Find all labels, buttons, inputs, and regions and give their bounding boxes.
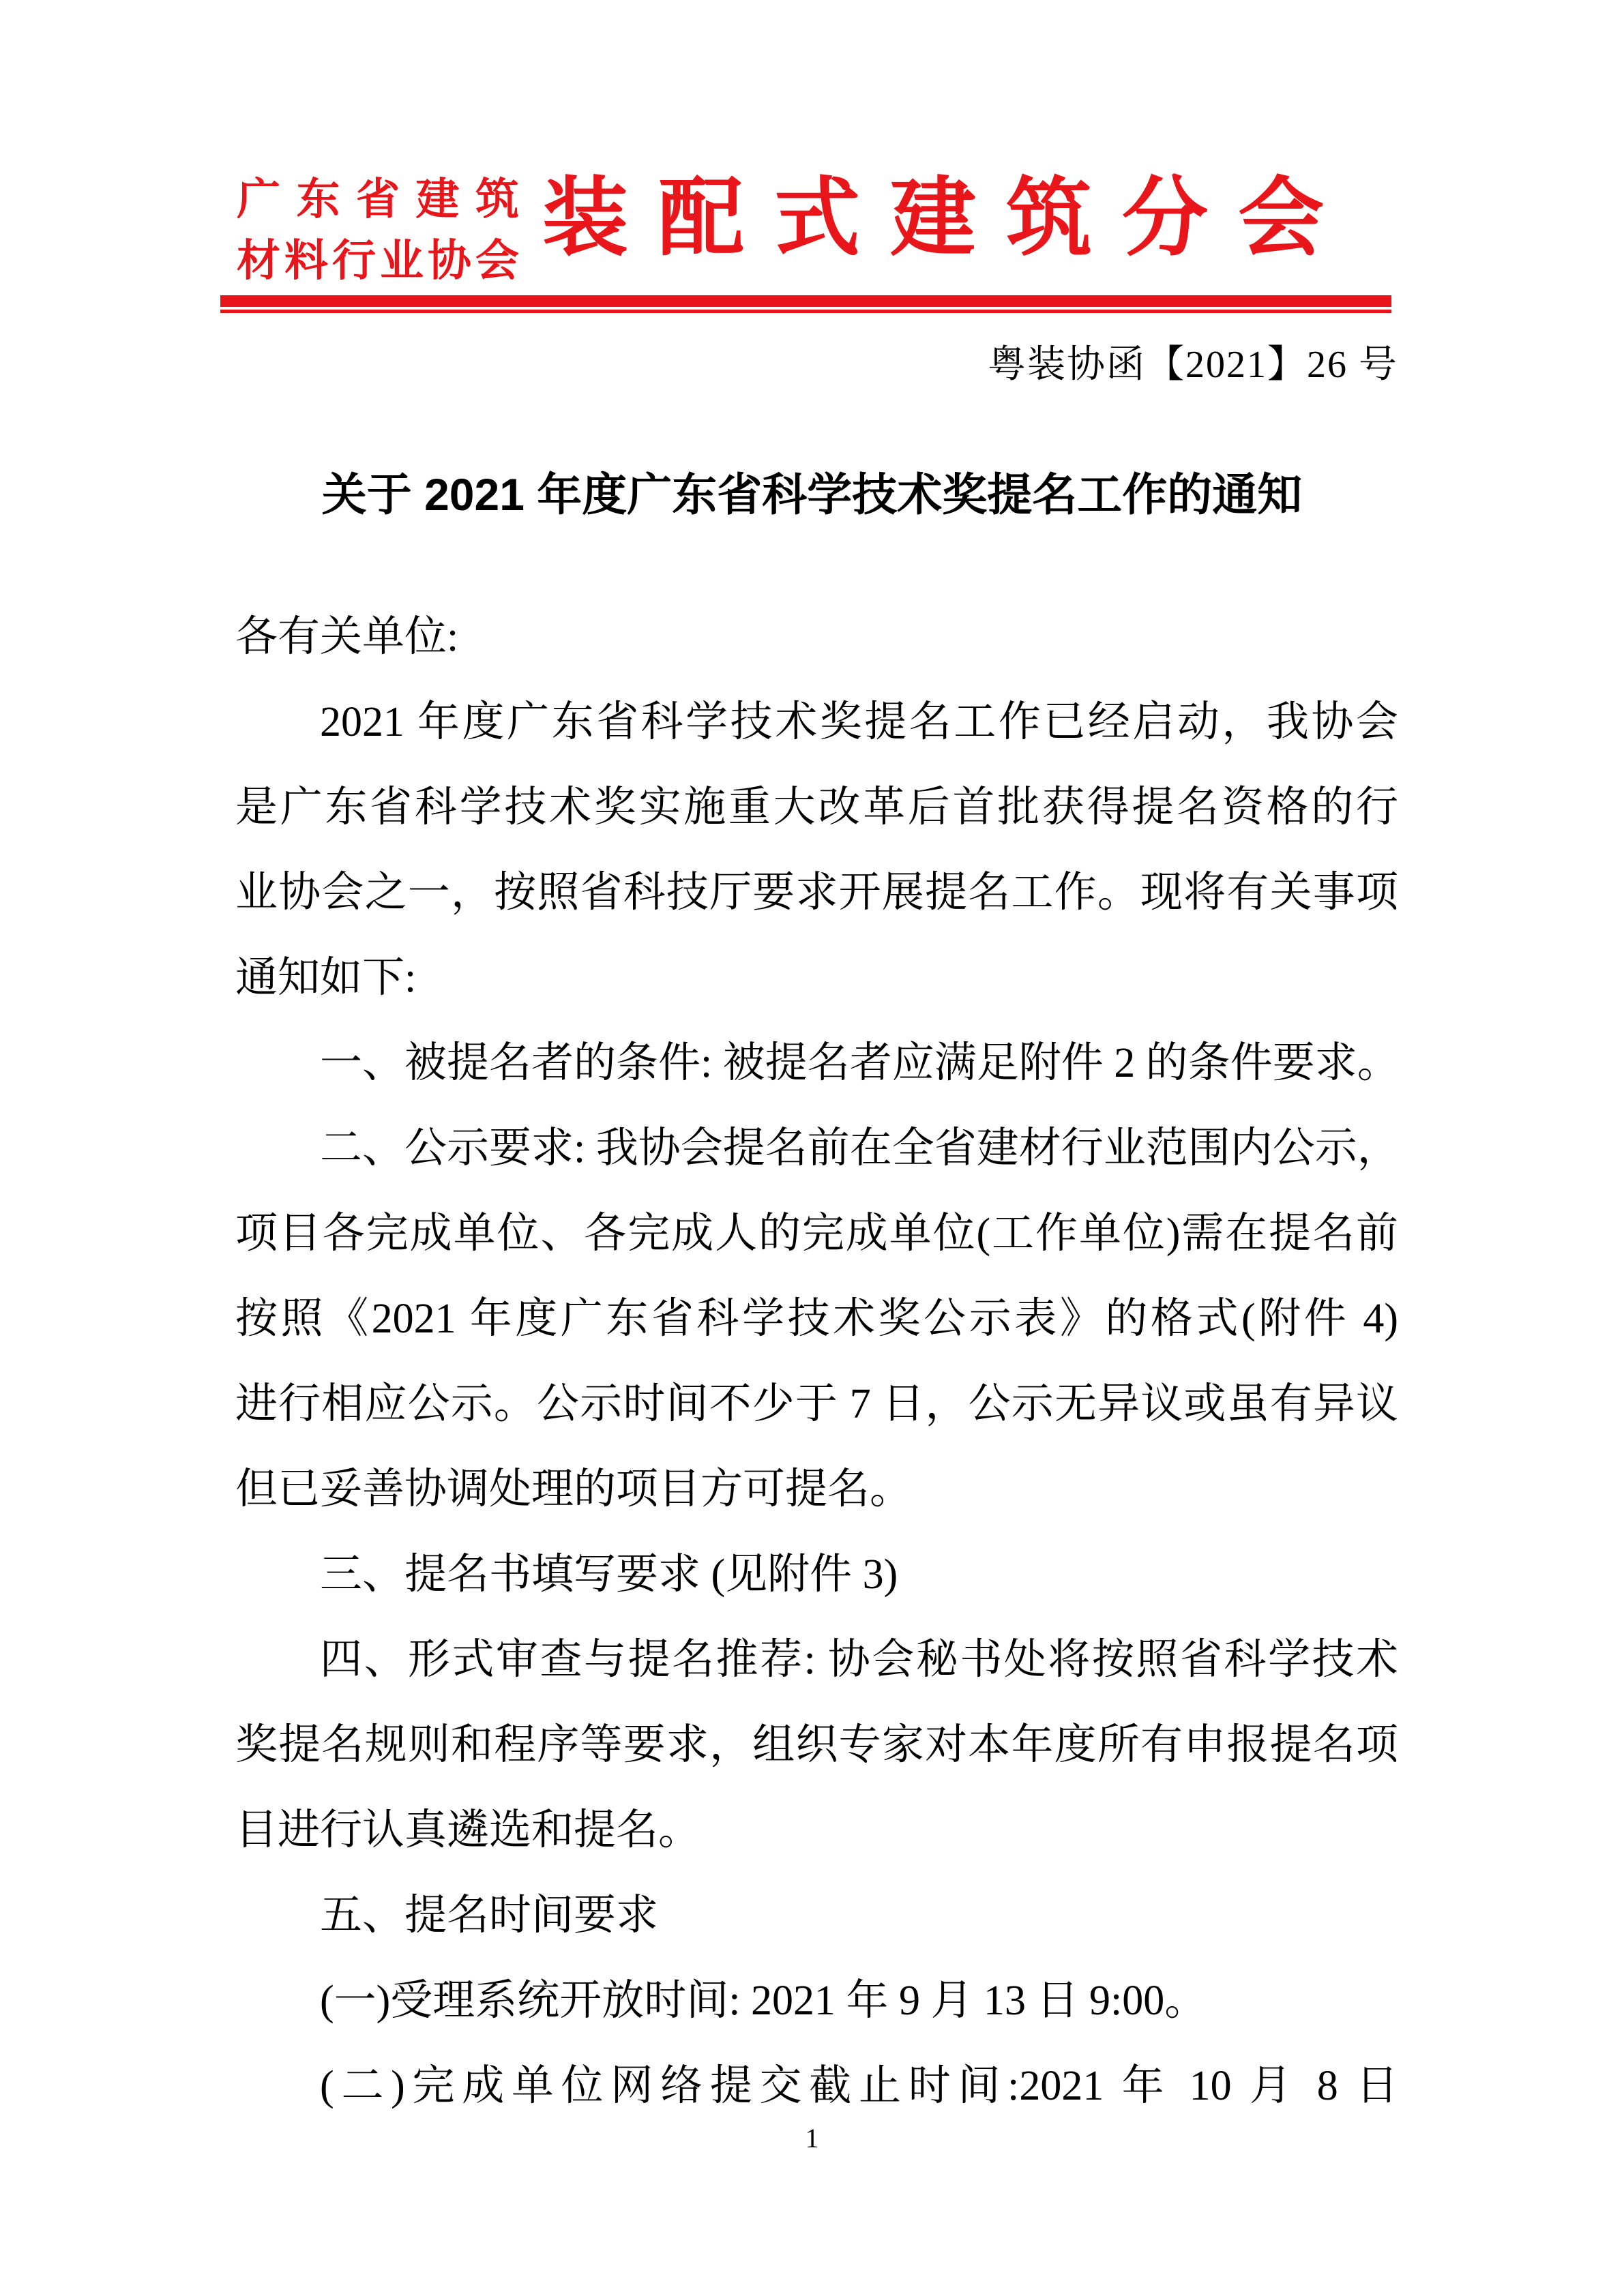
page-title: 关于 2021 年度广东省科学技术奖提名工作的通知 — [321, 469, 1303, 520]
body-line: 进行相应公示。公示时间不少于 7 日，公示无异议或虽有异议 — [235, 1381, 1398, 1427]
doc-number: 粤装协函【2021】26 号 — [988, 344, 1398, 386]
body-line-sub-1: (一)受理系统开放时间: 2021 年 9 月 13 日 9:00。 — [320, 1978, 1207, 2024]
body-line-sub-2: (二)完成单位网络提交截止时间:2021 年 10 月 8 日 — [320, 2063, 1398, 2109]
org-name-line2: 材料行业协会 — [237, 236, 519, 285]
body-line-item-2: 二、公示要求: 我协会提名前在全省建材行业范围内公示， — [320, 1125, 1400, 1172]
org-name — [237, 168, 519, 291]
body-line: 奖提名规则和程序等要求，组织专家对本年度所有申报提名项 — [235, 1722, 1398, 1768]
body-line-salutation: 各有关单位: — [235, 614, 459, 660]
body-line: 是广东省科学技术奖实施重大改革后首批获得提名资格的行 — [235, 784, 1398, 831]
org-name-line1: 广东省建筑 — [237, 175, 519, 224]
letterhead-rule — [220, 295, 1391, 313]
page-number: 1 — [805, 2123, 819, 2153]
document-body — [235, 595, 1398, 2129]
body-line: 按照《2021 年度广东省科学技术奖公示表》的格式(附件 4) — [235, 1296, 1398, 1342]
body-line-item-4: 四、形式审查与提名推荐: 协会秘书处将按照省科学技术 — [320, 1637, 1398, 1683]
branch-name: 装配式建筑分会 — [542, 172, 1354, 267]
body-line: 但已妥善协调处理的项目方可提名。 — [235, 1466, 913, 1512]
body-line-item-3: 三、提名书填写要求 (见附件 3) — [320, 1551, 898, 1598]
body-line: 业协会之一，按照省科技厅要求开展提名工作。现将有关事项 — [235, 869, 1398, 916]
body-line: 2021 年度广东省科学技术奖提名工作已经启动，我协会 — [320, 699, 1398, 745]
letterhead-rule-thin — [220, 310, 1391, 313]
body-line-item-5: 五、提名时间要求 — [320, 1892, 659, 1939]
body-line: 项目各完成单位、各完成人的完成单位(工作单位)需在提名前 — [235, 1210, 1398, 1257]
body-line: 目进行认真遴选和提名。 — [235, 1807, 701, 1853]
letterhead-rule-thick — [220, 295, 1391, 307]
body-line: 通知如下: — [235, 955, 417, 1001]
body-line-item-1: 一、被提名者的条件: 被提名者应满足附件 2 的条件要求。 — [320, 1040, 1400, 1086]
